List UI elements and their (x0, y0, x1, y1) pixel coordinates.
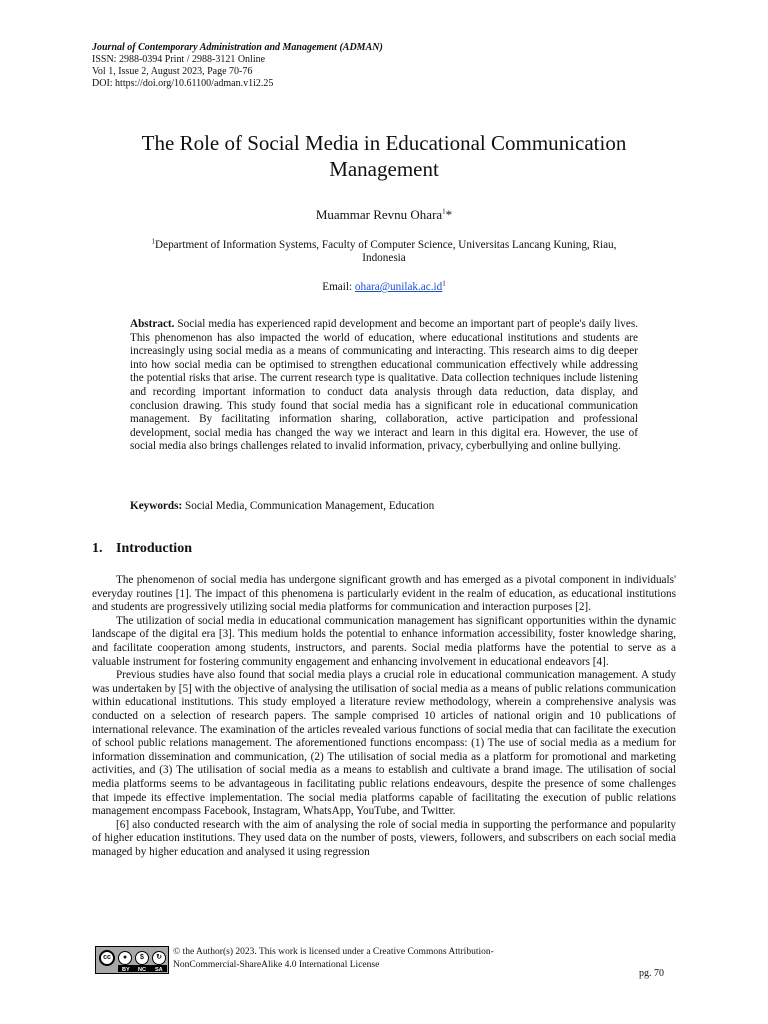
author-affiliation-mark: 1 (442, 207, 446, 216)
by-icon: ● (118, 951, 132, 965)
corresponding-mark: * (445, 207, 453, 222)
paper-title (92, 130, 676, 182)
affiliation-line-2: Indonesia (362, 252, 406, 264)
email-label: Email: (322, 281, 353, 293)
author-name: Muammar Revnu Ohara (315, 207, 443, 222)
nc-label: NC (138, 967, 146, 973)
paper-title-line-1: The Role of Social Media in Educational Communication (141, 131, 627, 155)
sa-label: SA (155, 967, 163, 973)
journal-name: Journal of Contemporary Administration and Management (ADMAN) (92, 42, 383, 53)
license-line-1: © the Author(s) 2023. This work is licensed under a Creative Commons Attribution- (173, 947, 494, 957)
email (92, 281, 676, 293)
paper-title-line-2: Management (329, 157, 439, 181)
paragraph: [6] also conducted research with the aim of analysing the role of social media in supporting the performance and popularity of higher education institutions. They used data on the number of posts, viewers, followers, and subscribers on each social media managed by higher education and analysed it using regression (92, 818, 676, 858)
keywords-label: Keywords: (130, 500, 183, 512)
abstract-text: Social media has experienced rapid development and become an important part of people's daily lives. This phenomenon has also impacted the world of education, where educational institutions and students are increasingly using social media as a means of communicating and interacting. This research aims to dig deeper into how social media can be optimised to strengthen educational communication effectively while addressing the potential risks that arise. The current research type is qualitative. Data collection techniques include listening and recording important information to conduct data analysis through data reduction, data display, and conclusion drawing. This study found that social media has a significant role in educational communication management. By facilitating information sharing, collaboration, active participation and professional development, social media has changed the way we interact and learn in this digital era. However, the use of social media also brings challenges related to invalid information, privacy, cyberbullying and online bullying. (130, 318, 639, 453)
journal-header (92, 42, 383, 90)
affiliation (92, 239, 676, 265)
abstract (130, 318, 638, 454)
body-text (92, 574, 676, 859)
cc-license-badge[interactable] (95, 946, 169, 974)
by-label: BY (122, 967, 130, 973)
keywords (130, 500, 638, 512)
journal-doi: DOI: https://doi.org/10.61100/adman.v1i2.25 (92, 78, 274, 89)
license-line-2: NonCommercial-ShareAlike 4.0 International License (173, 960, 380, 970)
paragraph: The utilization of social media in educational communication management has significant opportunities within the dynamic landscape of the digital era [3]. This medium holds the potential to enhance information accessibility, foster knowledge sharing, and facilitate cooperation among students, instructors, and parents. Social media platforms have the potential to serve as a valuable instrument for fostering community engagement and enhancing involvement in educational endeavors [4]. (92, 614, 676, 668)
email-mark: 1 (442, 279, 446, 288)
journal-issn: ISSN: 2988-0394 Print / 2988-3121 Online (92, 54, 266, 65)
abstract-label: Abstract. (130, 318, 175, 330)
cc-icon: cc (99, 950, 115, 966)
affiliation-mark: 1 (151, 237, 156, 246)
page-number: pg. 70 (639, 968, 664, 979)
section-number: 1. (92, 541, 103, 556)
paragraph: The phenomenon of social media has undergone significant growth and has emerged as a pivotal component in individuals' everyday routines [1]. The impact of this phenomena is particularly evident in the realm of education, as educational institutions and students are progressively utilizing social media platforms for communication and interaction purposes [2]. (92, 574, 676, 614)
paragraph: Previous studies have also found that social media plays a crucial role in educational communication management. A study was undertaken by [5] with the objective of analysing the utilisation of social media as a means of public relations communication within educational institutions. This study employed a literature review methodology, wherein a comprehensive analysis was conducted on a selection of research papers. The sample comprised 10 articles of national origin and 10 publications of international relevance. The examination of the articles revealed various functions of social media that can facilitate the execution of school public relations management. The aforementioned functions encompass: (1) The use of social media as a medium for information dissemination and communication, (2) The utilisation of social media as a platform for promotional and marketing activities, and (3) The utilisation of social media as a means to establish and cultivate a brand image. The utilisation of social media platforms seems to be advantageous in facilitating public relations endeavours, despite the presence of some challenges that impede its effective implementation. The social media platforms capable of facilitating the execution of public relations management encompass Facebook, Instagram, WhatsApp, YouTube, and Twitter. (92, 669, 676, 818)
section-heading (92, 541, 192, 557)
sa-icon: ↻ (152, 951, 166, 965)
license-text (173, 946, 494, 972)
nc-icon: $ (135, 951, 149, 965)
author (92, 207, 676, 223)
section-title: Introduction (116, 541, 192, 556)
affiliation-line-1: Department of Information Systems, Faculty of Computer Science, Universitas Lancang Kuning, Riau, (155, 239, 617, 251)
email-link[interactable]: ohara@unilak.ac.id (354, 281, 443, 293)
keywords-text: Social Media, Communication Management, Education (185, 500, 435, 512)
journal-volume: Vol 1, Issue 2, August 2023, Page 70-76 (92, 66, 253, 77)
license-block (95, 946, 565, 976)
